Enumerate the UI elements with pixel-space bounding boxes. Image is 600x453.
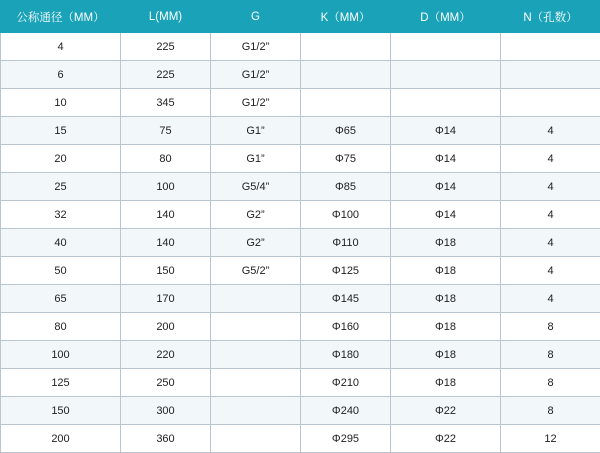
cell-hole-count: 8 bbox=[501, 397, 600, 425]
cell-length: 360 bbox=[121, 425, 211, 453]
cell-nominal-diameter: 125 bbox=[1, 369, 121, 397]
cell-hole-count bbox=[501, 33, 600, 61]
cell-nominal-diameter: 150 bbox=[1, 397, 121, 425]
table-row bbox=[1, 369, 600, 397]
column-header-nominal-diameter: 公称通径（MM） bbox=[1, 1, 121, 33]
cell-d: Φ18 bbox=[391, 229, 501, 257]
cell-d bbox=[391, 33, 501, 61]
cell-hole-count: 4 bbox=[501, 257, 600, 285]
cell-k: Φ210 bbox=[301, 369, 391, 397]
cell-k: Φ85 bbox=[301, 173, 391, 201]
table-row bbox=[1, 313, 600, 341]
table-row bbox=[1, 89, 600, 117]
cell-length: 225 bbox=[121, 61, 211, 89]
cell-hole-count: 4 bbox=[501, 229, 600, 257]
table-row bbox=[1, 33, 600, 61]
cell-hole-count: 4 bbox=[501, 145, 600, 173]
table-row bbox=[1, 229, 600, 257]
cell-hole-count: 4 bbox=[501, 285, 600, 313]
cell-nominal-diameter: 4 bbox=[1, 33, 121, 61]
cell-length: 225 bbox=[121, 33, 211, 61]
cell-nominal-diameter: 50 bbox=[1, 257, 121, 285]
cell-d: Φ18 bbox=[391, 257, 501, 285]
column-header-hole-count: N（孔数） bbox=[501, 1, 600, 33]
cell-k: Φ160 bbox=[301, 313, 391, 341]
cell-nominal-diameter: 40 bbox=[1, 229, 121, 257]
cell-d bbox=[391, 89, 501, 117]
cell-thread: G5/2” bbox=[211, 257, 301, 285]
table-header-row bbox=[1, 1, 600, 33]
table-row bbox=[1, 201, 600, 229]
cell-d bbox=[391, 61, 501, 89]
cell-length: 345 bbox=[121, 89, 211, 117]
cell-thread bbox=[211, 285, 301, 313]
cell-d: Φ14 bbox=[391, 145, 501, 173]
cell-nominal-diameter: 15 bbox=[1, 117, 121, 145]
cell-hole-count: 8 bbox=[501, 341, 600, 369]
table-body bbox=[1, 33, 600, 453]
cell-length: 220 bbox=[121, 341, 211, 369]
cell-thread: G1” bbox=[211, 145, 301, 173]
cell-k: Φ295 bbox=[301, 425, 391, 453]
cell-thread: G1/2” bbox=[211, 89, 301, 117]
table-row bbox=[1, 145, 600, 173]
cell-thread bbox=[211, 341, 301, 369]
cell-hole-count: 8 bbox=[501, 369, 600, 397]
cell-d: Φ14 bbox=[391, 117, 501, 145]
cell-thread bbox=[211, 397, 301, 425]
cell-hole-count: 4 bbox=[501, 173, 600, 201]
cell-k: Φ65 bbox=[301, 117, 391, 145]
column-header-length: L(MM) bbox=[121, 1, 211, 33]
cell-thread bbox=[211, 313, 301, 341]
cell-k: Φ180 bbox=[301, 341, 391, 369]
cell-length: 140 bbox=[121, 201, 211, 229]
cell-k: Φ240 bbox=[301, 397, 391, 425]
cell-thread: G2” bbox=[211, 229, 301, 257]
cell-d: Φ18 bbox=[391, 313, 501, 341]
cell-thread: G1/2” bbox=[211, 33, 301, 61]
cell-length: 100 bbox=[121, 173, 211, 201]
table-row bbox=[1, 397, 600, 425]
cell-k: Φ145 bbox=[301, 285, 391, 313]
cell-length: 150 bbox=[121, 257, 211, 285]
column-header-thread: G bbox=[211, 1, 301, 33]
cell-nominal-diameter: 20 bbox=[1, 145, 121, 173]
table-row bbox=[1, 425, 600, 453]
cell-nominal-diameter: 10 bbox=[1, 89, 121, 117]
table-row bbox=[1, 257, 600, 285]
cell-thread: G2” bbox=[211, 201, 301, 229]
cell-d: Φ18 bbox=[391, 285, 501, 313]
cell-hole-count bbox=[501, 61, 600, 89]
table-row bbox=[1, 61, 600, 89]
column-header-k: K（MM） bbox=[301, 1, 391, 33]
cell-thread: G1” bbox=[211, 117, 301, 145]
table-row bbox=[1, 341, 600, 369]
table-row bbox=[1, 285, 600, 313]
cell-d: Φ22 bbox=[391, 425, 501, 453]
cell-length: 170 bbox=[121, 285, 211, 313]
cell-d: Φ14 bbox=[391, 173, 501, 201]
cell-nominal-diameter: 6 bbox=[1, 61, 121, 89]
cell-length: 300 bbox=[121, 397, 211, 425]
cell-thread bbox=[211, 425, 301, 453]
cell-d: Φ22 bbox=[391, 397, 501, 425]
column-header-d: D（MM） bbox=[391, 1, 501, 33]
cell-length: 250 bbox=[121, 369, 211, 397]
cell-k: Φ75 bbox=[301, 145, 391, 173]
cell-hole-count: 12 bbox=[501, 425, 600, 453]
cell-k: Φ100 bbox=[301, 201, 391, 229]
cell-length: 80 bbox=[121, 145, 211, 173]
cell-length: 75 bbox=[121, 117, 211, 145]
cell-hole-count: 8 bbox=[501, 313, 600, 341]
cell-k: Φ125 bbox=[301, 257, 391, 285]
cell-k bbox=[301, 61, 391, 89]
table-row bbox=[1, 173, 600, 201]
cell-nominal-diameter: 32 bbox=[1, 201, 121, 229]
cell-hole-count bbox=[501, 89, 600, 117]
cell-nominal-diameter: 200 bbox=[1, 425, 121, 453]
table-header bbox=[1, 1, 600, 33]
cell-k: Φ110 bbox=[301, 229, 391, 257]
cell-thread bbox=[211, 369, 301, 397]
cell-hole-count: 4 bbox=[501, 201, 600, 229]
cell-length: 140 bbox=[121, 229, 211, 257]
cell-k bbox=[301, 89, 391, 117]
cell-nominal-diameter: 100 bbox=[1, 341, 121, 369]
cell-length: 200 bbox=[121, 313, 211, 341]
table-row bbox=[1, 117, 600, 145]
cell-hole-count: 4 bbox=[501, 117, 600, 145]
cell-nominal-diameter: 80 bbox=[1, 313, 121, 341]
cell-nominal-diameter: 25 bbox=[1, 173, 121, 201]
cell-nominal-diameter: 65 bbox=[1, 285, 121, 313]
cell-thread: G5/4” bbox=[211, 173, 301, 201]
cell-thread: G1/2” bbox=[211, 61, 301, 89]
cell-d: Φ18 bbox=[391, 369, 501, 397]
cell-d: Φ14 bbox=[391, 201, 501, 229]
cell-k bbox=[301, 33, 391, 61]
cell-d: Φ18 bbox=[391, 341, 501, 369]
